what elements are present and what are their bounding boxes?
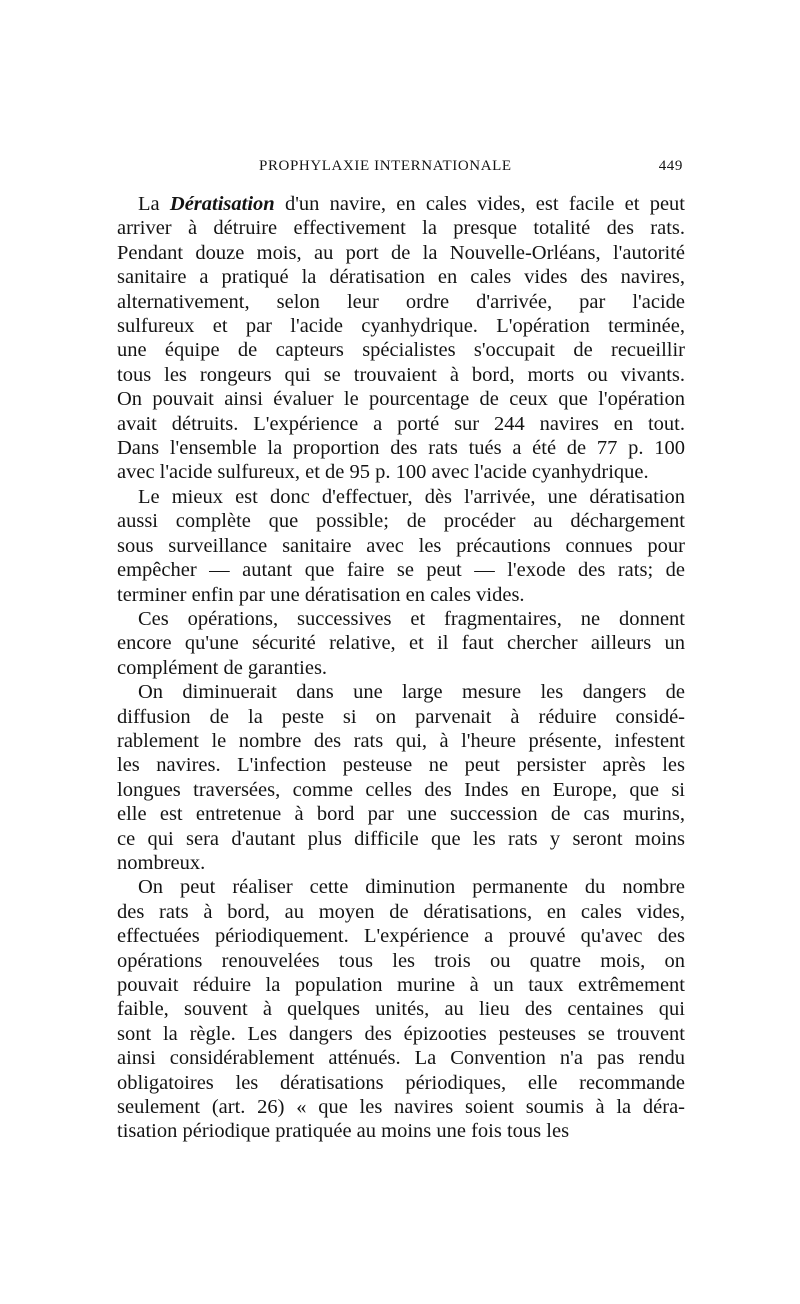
text-line: tous les rongeurs qui se trouvaient à bord, morts ou vivants. [117, 363, 685, 386]
text-line: ainsi considérablement atténués. La Convention n'a pas rendu [117, 1047, 685, 1070]
text-line: empêcher — autant que faire se peut — l'exode des rats; de [117, 559, 685, 582]
text-line: opérations renouvelées tous les trois ou quatre mois, on [117, 949, 685, 972]
paragraph [117, 875, 685, 1143]
text-line: encore qu'une sécurité relative, et il faut chercher ailleurs un [117, 632, 685, 655]
text-line: On pouvait ainsi évaluer le pourcentage de ceux que l'opération [117, 388, 685, 411]
text-line: complément de garanties. [117, 656, 328, 679]
text-line: alternativement, selon leur ordre d'arrivée, par l'acide [117, 290, 685, 313]
text-line: faible, souvent à quelques unités, au lieu des centaines qui [117, 998, 685, 1021]
page-number: 449 [658, 158, 683, 174]
book-page [117, 156, 685, 1144]
text-line: une équipe de capteurs spécialistes s'occupait de recueillir [117, 339, 685, 362]
text-line: avec l'acide sulfureux, et de 95 p. 100 avec l'acide cyanhydrique. [117, 461, 649, 484]
text-line: La Dératisation d'un navire, en cales vides, est facile et peut [138, 193, 685, 215]
running-head [117, 156, 685, 182]
text-line: effectuées périodiquement. L'expérience a prouvé qu'avec des [117, 925, 685, 948]
text-line: terminer enfin par une dératisation en cales vides. [117, 583, 525, 606]
text-line: rablement le nombre des rats qui, à l'heure présente, infestent [117, 729, 685, 752]
text-line: les navires. L'infection pesteuse ne peut persister après les [117, 754, 685, 777]
running-title: PROPHYLAXIE INTERNATIONALE [259, 158, 512, 174]
text-line: sanitaire a pratiqué la dératisation en cales vides des navires, [117, 266, 685, 289]
paragraph [117, 607, 685, 680]
paragraph [117, 192, 685, 485]
text-line: aussi complète que possible; de procéder au déchargement [117, 510, 685, 533]
text-line: ce qui sera d'autant plus difficile que les rats y seront moins [117, 827, 685, 850]
text-line: sous surveillance sanitaire avec les précautions connues pour [117, 534, 685, 557]
emphasized-term: Dératisation [169, 193, 275, 215]
text-line: nombreux. [117, 851, 206, 874]
text-line: On peut réaliser cette diminution permanente du nombre [138, 876, 685, 899]
text-line: Ces opérations, successives et fragmentaires, ne donnent [138, 607, 685, 630]
text-line: sont la règle. Les dangers des épizooties pesteuses se trouvent [117, 1022, 685, 1045]
text-line: On diminuerait dans une large mesure les dangers de [138, 681, 685, 704]
paragraph [117, 680, 685, 875]
text-line: tisation périodique pratiquée au moins une fois tous les [117, 1120, 570, 1143]
text-line: seulement (art. 26) « que les navires soient soumis à la déra- [117, 1096, 685, 1119]
text-line: des rats à bord, au moyen de dératisations, en cales vides, [117, 900, 685, 923]
text-line: diffusion de la peste si on parvenait à réduire considé- [117, 705, 685, 728]
text-line: Pendant douze mois, au port de la Nouvelle-Orléans, l'autorité [117, 241, 685, 264]
text-line: obligatoires les dératisations périodiques, elle recommande [117, 1071, 685, 1094]
text-line: arriver à détruire effectivement la presque totalité des rats. [117, 217, 685, 240]
text-line: elle est entretenue à bord par une succession de cas murins, [117, 803, 685, 826]
text-line: avait détruits. L'expérience a porté sur 244 navires en tout. [117, 412, 685, 435]
paragraph [117, 485, 685, 607]
text-line: pouvait réduire la population murine à un taux extrêmement [117, 974, 685, 996]
text-line: sulfureux et par l'acide cyanhydrique. L'opération terminée, [117, 315, 685, 338]
text-line: longues traversées, comme celles des Indes en Europe, que si [117, 778, 685, 801]
body-text [117, 192, 685, 1144]
text-line: Dans l'ensemble la proportion des rats tués a été de 77 p. 100 [117, 437, 685, 460]
text-line: Le mieux est donc d'effectuer, dès l'arrivée, une dératisation [138, 485, 685, 508]
